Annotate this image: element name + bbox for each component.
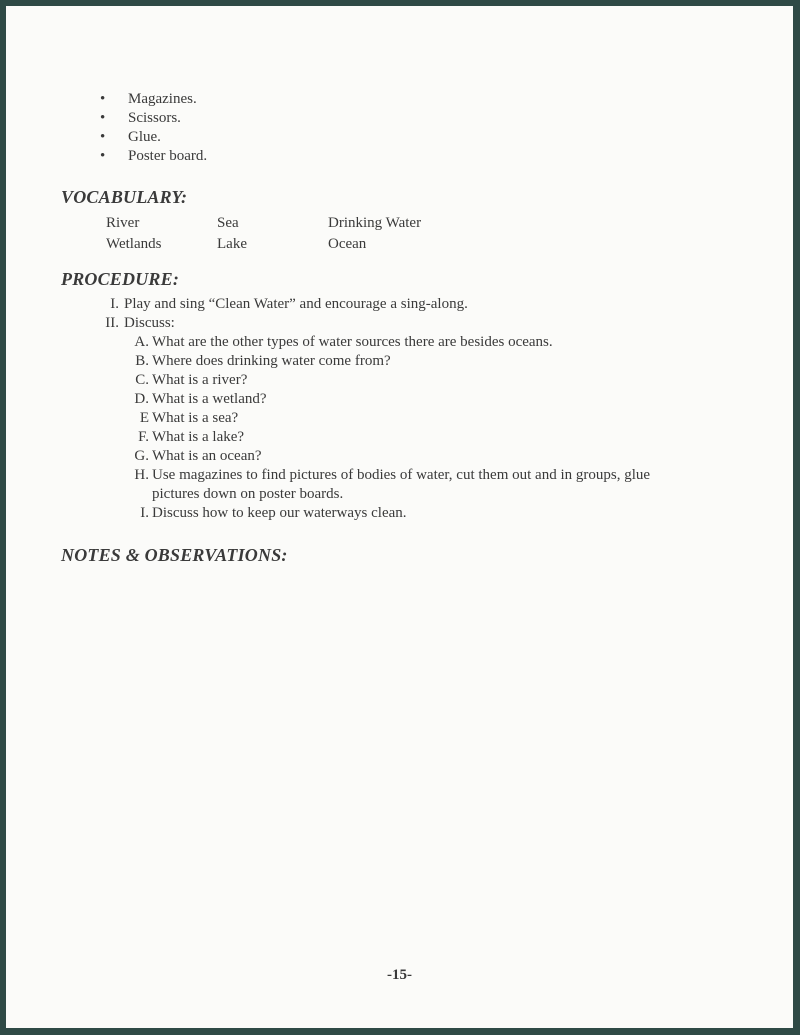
discuss-item (86, 333, 712, 352)
list-item: • Glue. (100, 128, 207, 147)
procedure-step (86, 295, 712, 314)
item-letter: C. (135, 372, 149, 388)
discuss-item (86, 409, 712, 428)
vocabulary-term: Wetlands (106, 236, 162, 252)
item-letter: F. (138, 429, 149, 445)
step-numeral: II. (105, 315, 119, 331)
discuss-item (86, 466, 712, 485)
step-text: Discuss: (124, 315, 175, 331)
item-text: What are the other types of water sources there are besides oceans. (152, 334, 553, 350)
materials-list (100, 90, 207, 166)
item-text: Discuss how to keep our waterways clean. (152, 505, 407, 521)
item-letter: A. (134, 334, 149, 350)
vocabulary-term: Lake (217, 236, 247, 252)
item-letter: I. (140, 505, 149, 521)
item-letter: E (139, 410, 149, 426)
list-item: • Scissors. (100, 109, 207, 128)
document-page (6, 6, 793, 1028)
vocabulary-row (106, 213, 488, 234)
item-text: What is a lake? (152, 429, 245, 445)
item-text: What is a sea? (152, 410, 239, 426)
procedure-step (86, 314, 712, 333)
notes-heading: NOTES & OBSERVATIONS: (61, 545, 288, 565)
discuss-item (86, 447, 712, 466)
item-letter: H. (134, 467, 149, 483)
vocabulary-row (106, 234, 488, 255)
step-numeral: I. (110, 296, 119, 312)
discuss-item (86, 428, 712, 447)
item-text: What is a river? (152, 372, 248, 388)
discuss-item-continuation (86, 485, 712, 504)
vocabulary-heading: VOCABULARY: (61, 187, 188, 207)
item-text: What is an ocean? (152, 448, 262, 464)
list-item: • Poster board. (100, 147, 207, 166)
step-text: Play and sing “Clean Water” and encourage a sing-along. (124, 296, 468, 312)
discuss-item (86, 371, 712, 390)
discuss-item (86, 504, 712, 523)
discuss-item (86, 352, 712, 371)
item-text: pictures down on poster boards. (152, 486, 344, 502)
item-letter: D. (134, 391, 149, 407)
procedure-list (86, 295, 712, 523)
vocabulary-grid (106, 213, 488, 255)
item-text: What is a wetland? (152, 391, 267, 407)
vocabulary-term: Ocean (328, 236, 367, 252)
item-text: Use magazines to find pictures of bodies of water, cut them out and in groups, glue (152, 467, 651, 483)
vocabulary-term: Sea (217, 215, 239, 231)
item-letter: G. (134, 448, 149, 464)
discuss-item (86, 390, 712, 409)
list-item: • Magazines. (100, 90, 207, 109)
procedure-heading: PROCEDURE: (61, 269, 180, 289)
page-number: -15- (387, 967, 412, 983)
item-letter: B. (135, 353, 149, 369)
item-text: Where does drinking water come from? (152, 353, 391, 369)
vocabulary-term: River (106, 215, 140, 231)
vocabulary-term: Drinking Water (328, 215, 422, 231)
